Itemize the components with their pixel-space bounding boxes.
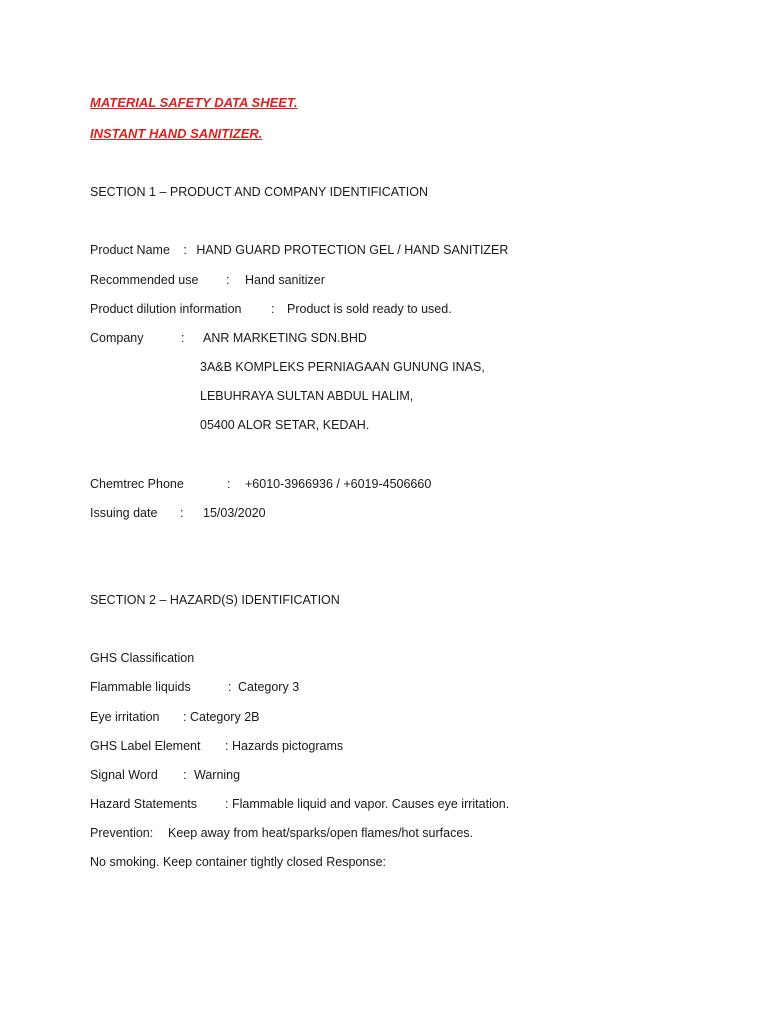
document-title: MATERIAL SAFETY DATA SHEET. [90, 95, 298, 110]
issuing-date-row [90, 505, 266, 521]
issuing-date-sep: : [180, 506, 184, 520]
flammable-value: Category 3 [238, 680, 300, 694]
company-address-line: 05400 ALOR SETAR, KEDAH. [200, 418, 370, 432]
phone-label: Chemtrec Phone [90, 477, 184, 491]
ghs-classification-heading: GHS Classification [90, 651, 195, 665]
product-name-row [90, 242, 508, 258]
company-address-line: LEBUHRAYA SULTAN ABDUL HALIM, [200, 389, 414, 403]
no-smoking-line: No smoking. Keep container tightly closed Response: [90, 855, 386, 869]
flammable-sep: : [228, 680, 232, 694]
hazard-statements-row [90, 796, 509, 812]
issuing-date-value: 15/03/2020 [203, 506, 266, 520]
product-name-sep: : [183, 243, 187, 257]
eye-sep: : [183, 710, 187, 724]
phone-row [90, 476, 431, 492]
hazard-statements-label: Hazard Statements [90, 797, 197, 811]
section2-heading: SECTION 2 – HAZARD(S) IDENTIFICATION [90, 593, 340, 607]
recommended-use-sep: : [226, 273, 230, 287]
label-element-value: Hazards pictograms [232, 739, 344, 753]
eye-label: Eye irritation [90, 710, 160, 724]
dilution-sep: : [271, 302, 275, 316]
section1-heading: SECTION 1 – PRODUCT AND COMPANY IDENTIFICATION [90, 185, 429, 199]
phone-value: +6010-3966936 / +6019-4506660 [245, 477, 432, 491]
recommended-use-row [90, 272, 325, 288]
recommended-use-label: Recommended use [90, 273, 199, 287]
hazard-statements-value: Flammable liquid and vapor. Causes eye irritation. [232, 797, 510, 811]
company-name: ANR MARKETING SDN.BHD [203, 331, 367, 345]
label-element-sep: : [225, 739, 229, 753]
flammable-label: Flammable liquids [90, 680, 191, 694]
prevention-value: Keep away from heat/sparks/open flames/hot surfaces. [168, 826, 474, 840]
product-name-label: Product Name [90, 243, 170, 257]
signal-word-sep: : [183, 768, 187, 782]
hazard-statements-sep: : [225, 797, 229, 811]
issuing-date-label: Issuing date [90, 506, 158, 520]
prevention-label: Prevention: [90, 826, 154, 840]
company-sep: : [181, 331, 185, 345]
flammable-row [90, 679, 299, 695]
prevention-row [90, 825, 473, 841]
dilution-value: Product is sold ready to used. [287, 302, 452, 316]
eye-irritation-row [90, 709, 259, 725]
company-row [90, 330, 367, 346]
dilution-row [90, 301, 452, 317]
company-label: Company [90, 331, 144, 345]
signal-word-value: Warning [194, 768, 241, 782]
document-subtitle: INSTANT HAND SANITIZER. [90, 126, 263, 141]
label-element-row [90, 738, 343, 754]
company-address-line: 3A&B KOMPLEKS PERNIAGAAN GUNUNG INAS, [200, 360, 485, 374]
signal-word-row [90, 767, 240, 783]
product-name-value: HAND GUARD PROTECTION GEL / HAND SANITIZER [196, 243, 509, 257]
recommended-use-value: Hand sanitizer [245, 273, 325, 287]
signal-word-label: Signal Word [90, 768, 158, 782]
eye-value: Category 2B [190, 710, 260, 724]
label-element-label: GHS Label Element [90, 739, 201, 753]
phone-sep: : [227, 477, 231, 491]
dilution-label: Product dilution information [90, 302, 242, 316]
